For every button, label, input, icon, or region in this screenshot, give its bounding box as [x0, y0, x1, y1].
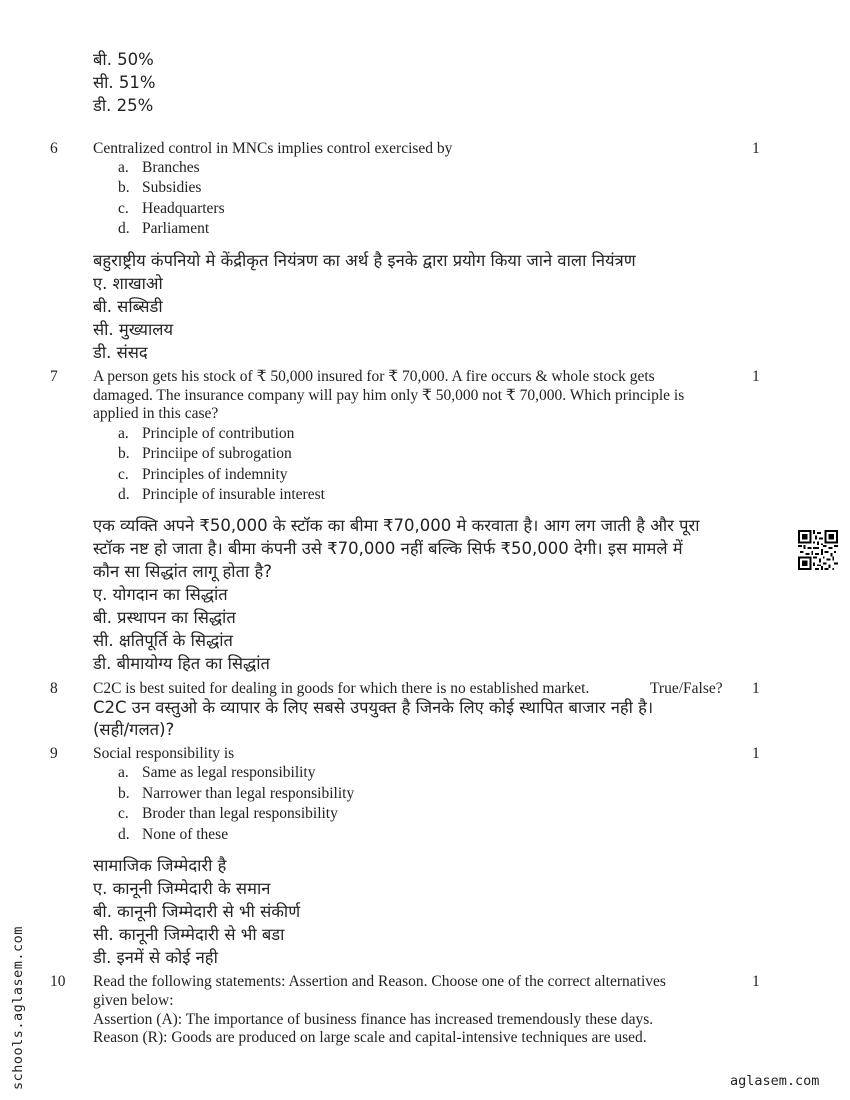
q7-option-b-text: Princiipe of subrogation — [142, 445, 292, 462]
q6-option-b-letter: b. — [118, 179, 130, 196]
q8-hi-line-2: (सही/गलत)? — [93, 720, 175, 739]
q7-question-line-2: damaged. The insurance company will pay him only ₹ 50,000 not ₹ 70,000. Which principle is — [93, 387, 685, 404]
q10-marks: 1 — [752, 973, 760, 990]
q6-hi-option-b: बी. सब्सिडी — [93, 297, 163, 316]
q9-option-a-letter: a. — [118, 764, 129, 781]
q5-hi-option-b: बी. 50% — [93, 50, 154, 69]
q7-option-c-text: Principles of indemnity — [142, 466, 288, 483]
q6-hi-option-c: सी. मुख्यालय — [93, 320, 174, 339]
q8-marks: 1 — [752, 680, 760, 697]
q6-hi-option-a: ए. शाखाओ — [93, 274, 163, 293]
q9-option-b-letter: b. — [118, 785, 130, 802]
q9-option-c-letter: c. — [118, 805, 129, 822]
q6-option-d-letter: d. — [118, 220, 130, 237]
q6-option-a-letter: a. — [118, 159, 129, 176]
q5-hi-option-d: डी. 25% — [93, 96, 154, 115]
q8-true-false: True/False? — [650, 680, 723, 697]
q7-option-c-letter: c. — [118, 466, 129, 483]
q7-hi-option-d: डी. बीमायोग्य हित का सिद्धांत — [93, 654, 270, 673]
q9-hi-option-b: बी. कानूनी जिम्मेदारी से भी संकीर्ण — [93, 902, 301, 921]
q9-number: 9 — [50, 745, 58, 762]
q7-hi-option-a: ए. योगदान का सिद्धांत — [93, 585, 228, 604]
q7-hi-question-line-1: एक व्यक्ति अपने ₹50,000 के स्टॉक का बीमा ₹70,000 मे करवाता है। आग लग जाती है और पूरा — [93, 516, 700, 535]
q7-option-b-letter: b. — [118, 445, 130, 462]
q7-option-d-letter: d. — [118, 486, 130, 503]
q9-option-b-text: Narrower than legal responsibility — [142, 785, 355, 802]
q6-option-b-text: Subsidies — [142, 179, 202, 196]
q10-number: 10 — [50, 973, 66, 990]
q7-hi-question-line-3: कौन सा सिद्धांत लागू होता है? — [93, 562, 273, 581]
qr-code-icon — [798, 530, 838, 570]
q6-marks: 1 — [752, 140, 760, 157]
q7-hi-question-line-2: स्टॉक नष्ट हो जाता है। बीमा कंपनी उसे ₹70,000 नहीं बल्कि सिर्फ ₹50,000 देगी। इस मामले में — [93, 539, 683, 558]
q6-hi-option-d: डी. संसद — [93, 343, 148, 362]
q10-line-2: given below: — [93, 992, 174, 1009]
q9-option-d-text: None of these — [142, 826, 229, 843]
q6-option-d-text: Parliament — [142, 220, 210, 237]
q7-hi-option-b: बी. प्रस्थापन का सिद्धांत — [93, 608, 236, 627]
q7-question-line-1: A person gets his stock of ₹ 50,000 insured for ₹ 70,000. A fire occurs & whole stock gets — [93, 368, 655, 385]
q7-option-a-text: Principle of contribution — [142, 425, 295, 442]
q10-reason: Reason (R): Goods are produced on large scale and capital-intensive techniques are used. — [93, 1029, 647, 1046]
q5-hi-option-c: सी. 51% — [93, 73, 156, 92]
q9-hi-question: सामाजिक जिम्मेदारी है — [93, 856, 227, 875]
q7-hi-option-c: सी. क्षतिपूर्ति के सिद्धांत — [93, 631, 233, 650]
q8-hi-line-1: C2C उन वस्तुओ के व्यापार के लिए सबसे उपयुक्त है जिनके लिए कोई स्थापित बाजार नही है। — [93, 698, 654, 717]
q6-option-a-text: Branches — [142, 159, 200, 176]
q6-hi-question: बहुराष्ट्रीय कंपनियो मे केंद्रीकृत नियंत्रण का अर्थ है इनके द्वारा प्रयोग किया जाने वाला नियंत्रण — [93, 251, 636, 270]
q6-option-c-text: Headquarters — [142, 200, 225, 217]
watermark-left: schools.aglasem.com — [10, 926, 26, 1090]
q6-question: Centralized control in MNCs implies control exercised by — [93, 140, 453, 157]
q7-marks: 1 — [752, 368, 760, 385]
q9-marks: 1 — [752, 745, 760, 762]
q9-hi-option-a: ए. कानूनी जिम्मेदारी के समान — [93, 879, 271, 898]
q9-question: Social responsibility is — [93, 745, 235, 762]
q9-hi-option-c: सी. कानूनी जिम्मेदारी से भी बडा — [93, 925, 285, 944]
q6-option-c-letter: c. — [118, 200, 129, 217]
q7-option-a-letter: a. — [118, 425, 129, 442]
q7-question-line-3: applied in this case? — [93, 405, 219, 422]
q9-option-c-text: Broder than legal responsibility — [142, 805, 338, 822]
q9-option-d-letter: d. — [118, 826, 130, 843]
q7-number: 7 — [50, 368, 58, 385]
q9-option-a-text: Same as legal responsibility — [142, 764, 316, 781]
q7-option-d-text: Principle of insurable interest — [142, 486, 325, 503]
watermark-bottom: aglasem.com — [730, 1073, 820, 1089]
q10-assertion: Assertion (A): The importance of business finance has increased tremendously these days. — [93, 1011, 654, 1028]
q9-hi-option-d: डी. इनमें से कोई नही — [93, 948, 218, 967]
q10-line-1: Read the following statements: Assertion and Reason. Choose one of the correct alternatives — [93, 973, 666, 990]
q8-question: C2C is best suited for dealing in goods for which there is no established market. — [93, 680, 590, 697]
q8-number: 8 — [50, 680, 58, 697]
q6-number: 6 — [50, 140, 58, 157]
